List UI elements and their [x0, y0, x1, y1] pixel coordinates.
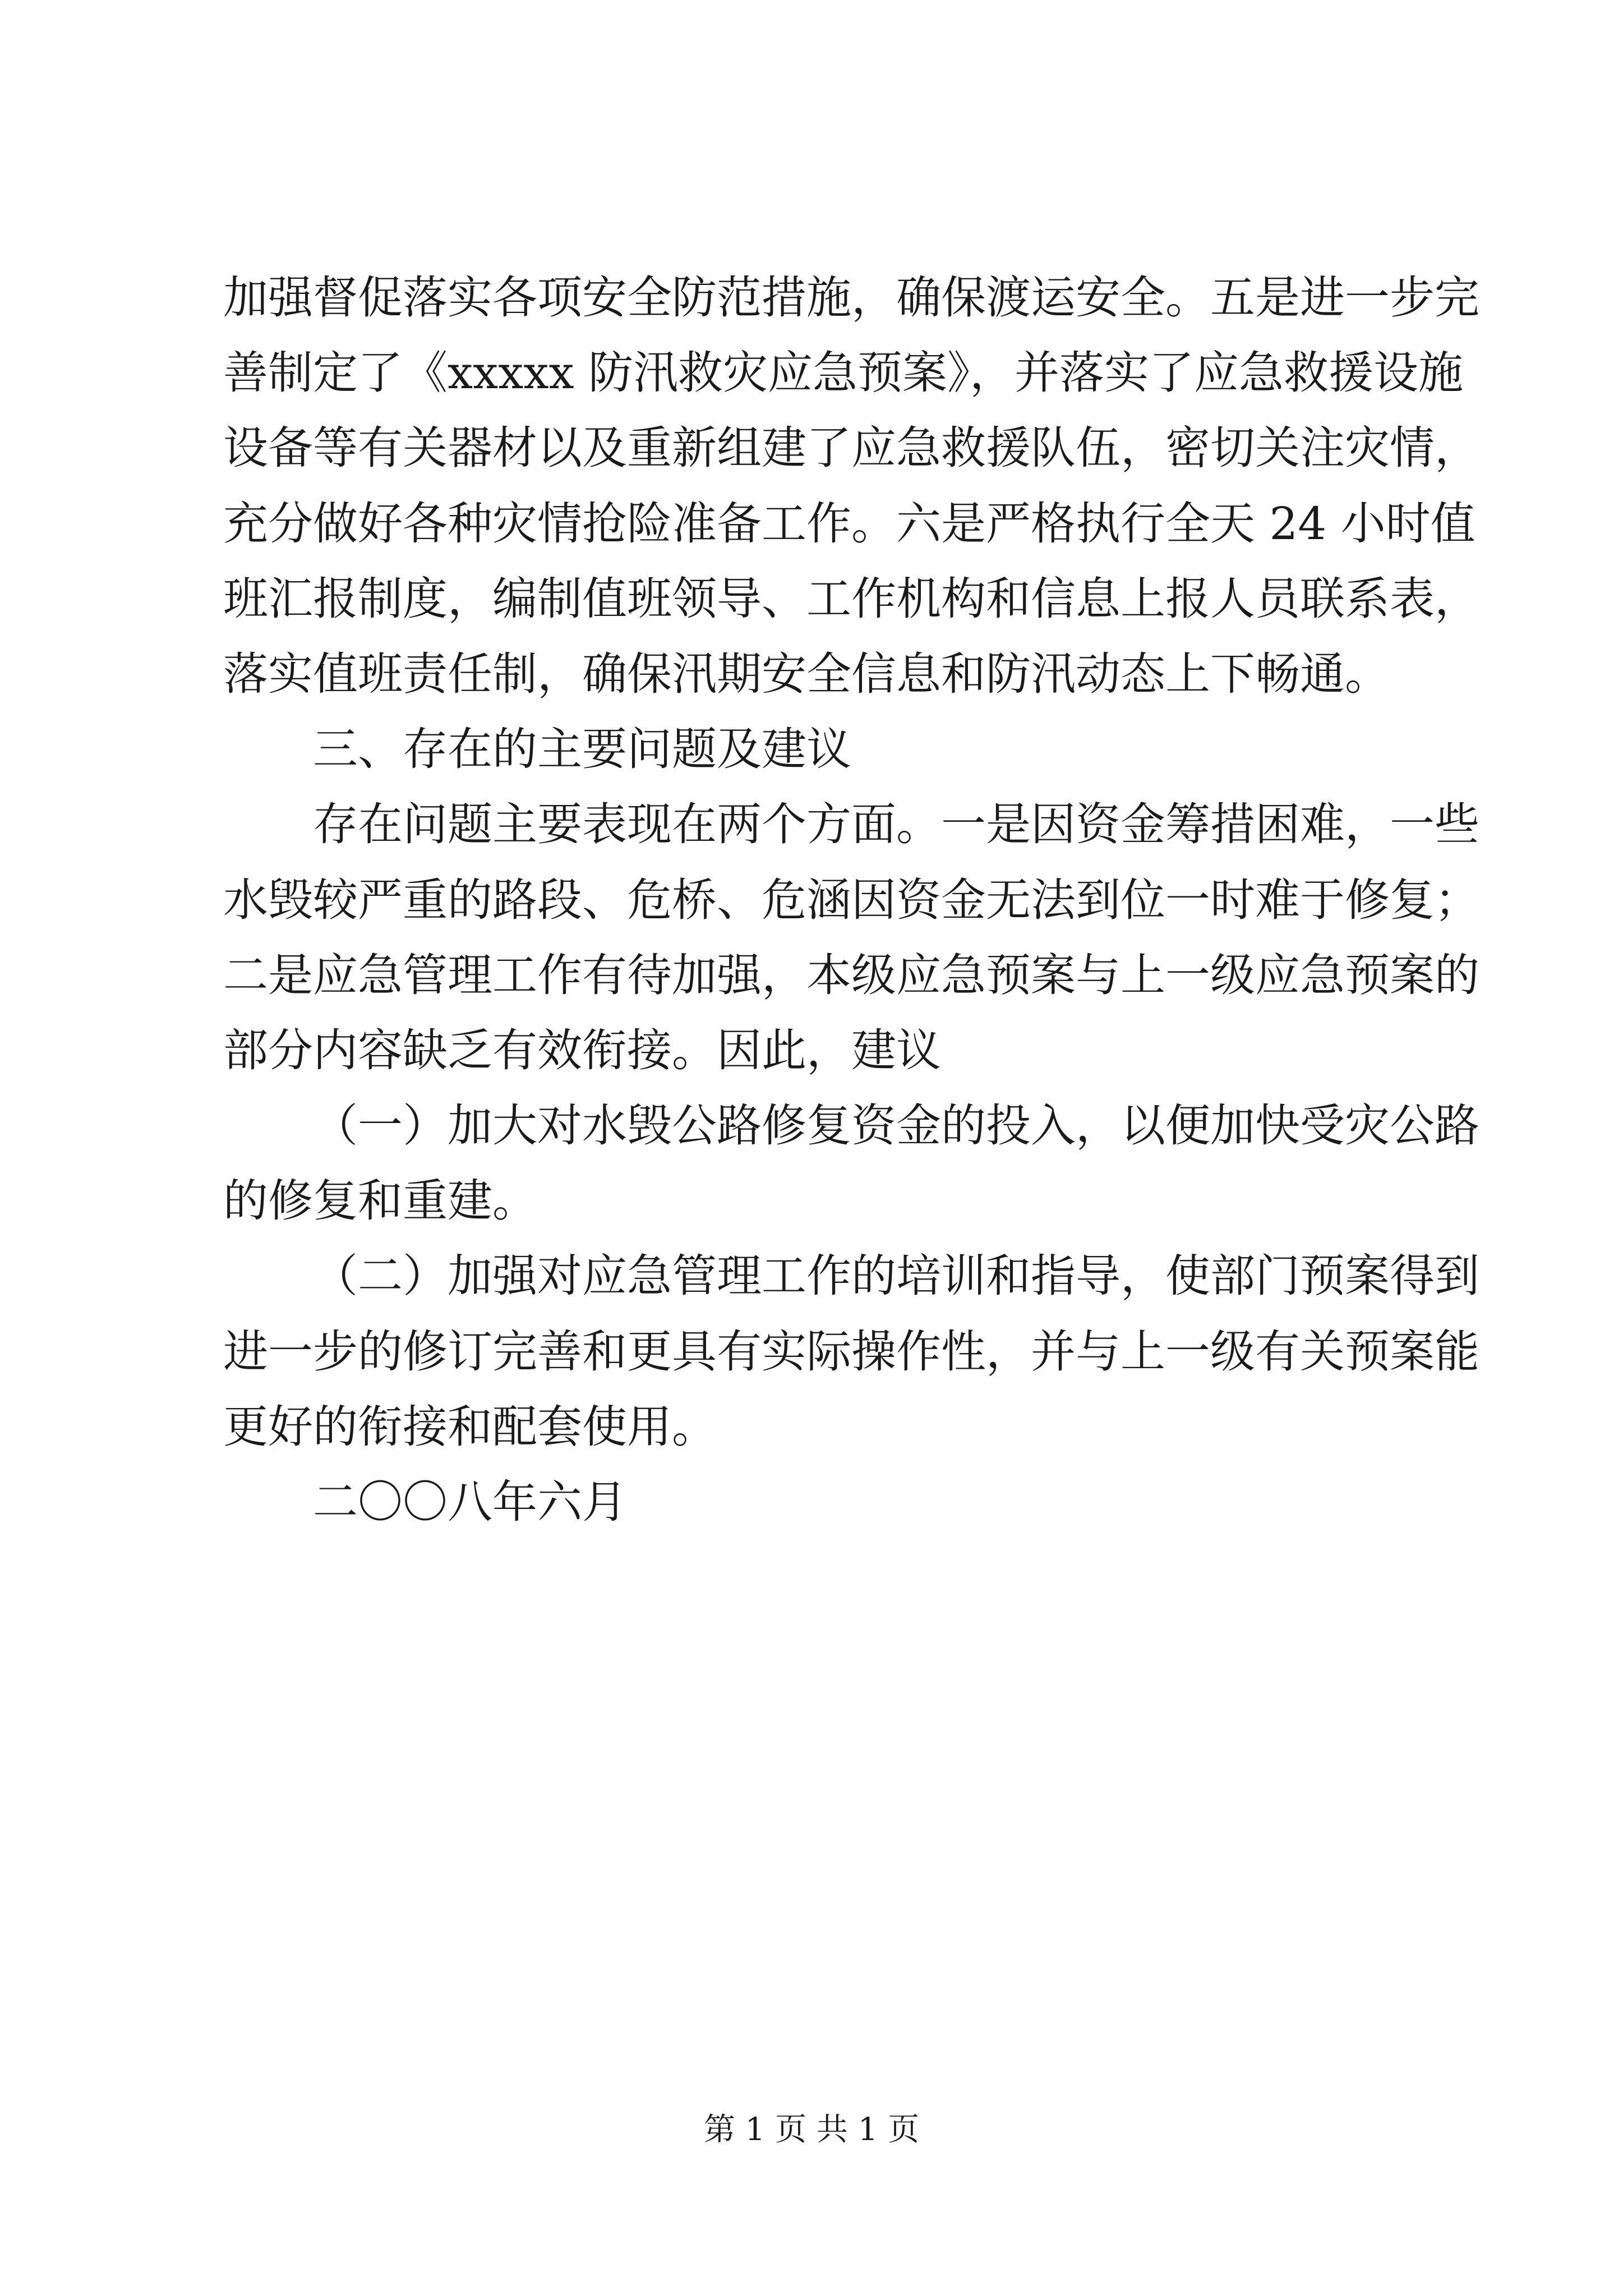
paragraph-line: 二是应急管理工作有待加强，本级应急预案与上一级应急预案的 — [223, 949, 1479, 1001]
paragraph-line: 存在问题主要表现在两个方面。一是因资金筹措困难，一些 — [313, 798, 1479, 851]
document-date: 二〇〇八年六月 — [313, 1476, 627, 1528]
paragraph-line: 充分做好各种灾情抢险准备工作。六是严格执行全天 24 小时值 — [223, 497, 1476, 550]
suggestion-line: 更好的衔接和配套使用。 — [223, 1400, 717, 1453]
suggestion-line: （二）加强对应急管理工作的培训和指导，使部门预案得到 — [313, 1250, 1479, 1303]
paragraph-line: 加强督促落实各项安全防范措施，确保渡运安全。五是进一步完 — [223, 272, 1479, 324]
paragraph-line: 落实值班责任制，确保汛期安全信息和防汛动态上下畅通。 — [223, 647, 1390, 700]
paragraph-line: 善制定了《xxxxx 防汛救灾应急预案》，并落实了应急救援设施 — [223, 347, 1464, 399]
page-footer — [0, 2105, 1623, 2150]
section-heading: 三、存在的主要问题及建议 — [313, 723, 851, 776]
suggestion-line: （一）加大对水毁公路修复资金的投入，以便加快受灾公路 — [313, 1099, 1479, 1152]
paragraph-line: 水毁较严重的路段、危桥、危涵因资金无法到位一时难于修复； — [223, 873, 1479, 926]
suggestion-line: 进一步的修订完善和更具有实际操作性，并与上一级有关预案能 — [223, 1325, 1479, 1378]
suggestion-line: 的修复和重建。 — [223, 1175, 537, 1227]
paragraph-line: 部分内容缺乏有效衔接。因此，建议 — [223, 1024, 941, 1076]
document-body — [223, 260, 1479, 1540]
paragraph-line: 班汇报制度，编制值班领导、工作机构和信息上报人员联系表， — [223, 572, 1479, 625]
page-number-label: 第 1 页 共 1 页 — [703, 2111, 920, 2148]
paragraph-line: 设备等有关器材以及重新组建了应急救援队伍，密切关注灾情， — [223, 422, 1479, 475]
